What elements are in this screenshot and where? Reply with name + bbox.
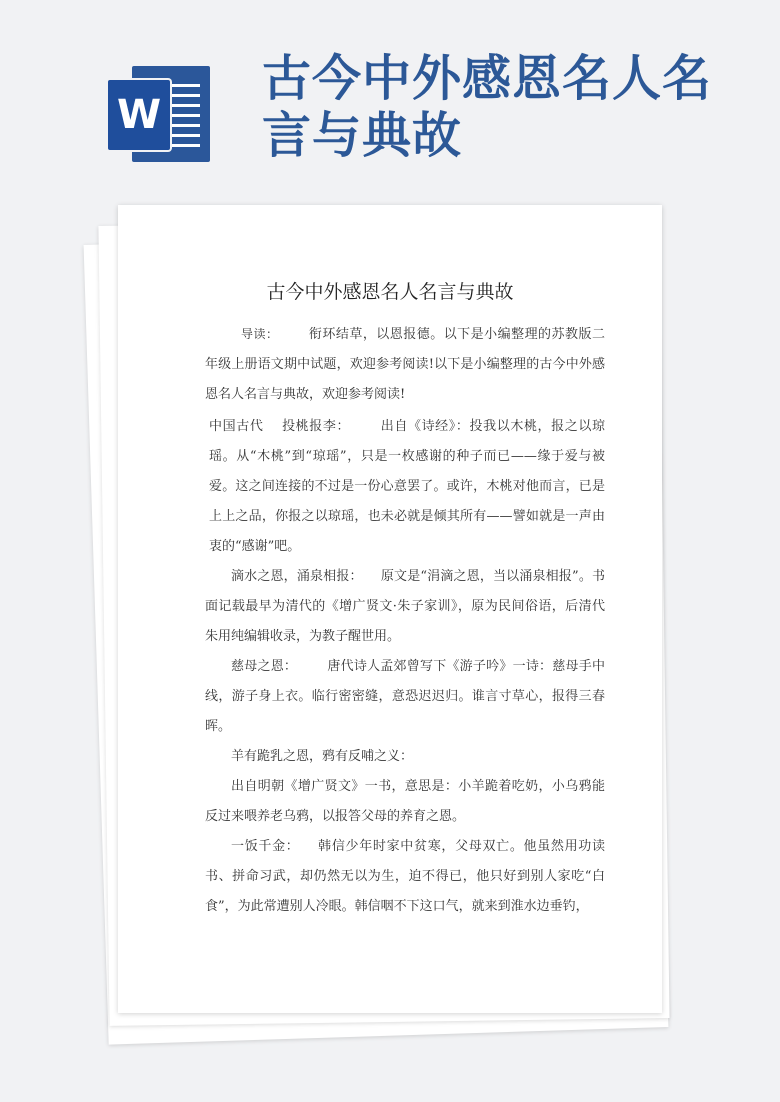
section-paragraph <box>205 412 605 562</box>
intro-label: 导读： <box>241 327 279 341</box>
intro-text: 衔环结草，以恩报德。以下是小编整理的苏教版二年级上册语文期中试题，欢迎参考阅读!以下是小编整理的古今中外感恩名人名言与典故，欢迎参考阅读! <box>205 327 605 402</box>
section-label: 中国古代 <box>209 419 264 434</box>
section-heading: 一饭千金： <box>231 839 300 854</box>
document-body <box>205 319 605 922</box>
section-text: 唐代诗人孟郊曾写下《游子吟》一诗：慈母手中线，游子身上衣。临行密密缝，意恐迟迟归。谁言寸草心，报得三春晖。 <box>205 659 605 734</box>
section-text: 出自《诗经》：投我以木桃，报之以琼瑶。从“木桃”到“琼瑶”，只是一枚感谢的种子而已——缘于爱与被爱。这之间连接的不过是一份心意罢了。或许，木桃对他而言，已是上上之品，你报之以琼瑶，也未必就是倾其所有——譬如就是一声由衷的“感谢”吧。 <box>209 419 605 554</box>
section-text: 出自明朝《增广贤文》一书，意思是：小羊跪着吃奶，小乌鸦能反过来喂养老乌鸦，以报答父母的养育之恩。 <box>205 779 605 824</box>
section-heading: 慈母之恩： <box>231 659 298 674</box>
section-heading-line: 羊有跪乳之恩，鸦有反哺之义： <box>231 749 414 764</box>
section-paragraph <box>205 652 605 742</box>
word-icon-badge <box>108 80 170 150</box>
intro-paragraph <box>205 319 605 410</box>
section-heading: 滴水之恩，涌泉相报： <box>231 569 363 584</box>
word-icon-letter: W <box>116 92 162 138</box>
page-title: 古今中外感恩名人名言与典故 <box>262 49 713 164</box>
section-heading: 投桃报李： <box>281 419 351 434</box>
document-page <box>118 205 662 1013</box>
section-text: 韩信少年时家中贫寒，父母双亡。他虽然用功读书、拼命习武，却仍然无以为生，迫不得已，他只好到别人家吃“白食”，为此常遭别人冷眼。韩信咽不下这口气，就来到淮水边垂钓， <box>205 839 605 914</box>
document-title: 古今中外感恩名人名言与典故 <box>266 281 514 303</box>
header <box>0 0 780 200</box>
section-text: 原文是“涓滴之恩，当以涌泉相报”。书面记载最早为清代的《增广贤文·朱子家训》，原为民间俗语，后清代朱用纯编辑收录，为教子醒世用。 <box>205 569 605 644</box>
section-paragraph <box>205 832 605 922</box>
word-document-icon <box>108 66 210 162</box>
section-paragraph <box>205 562 605 652</box>
